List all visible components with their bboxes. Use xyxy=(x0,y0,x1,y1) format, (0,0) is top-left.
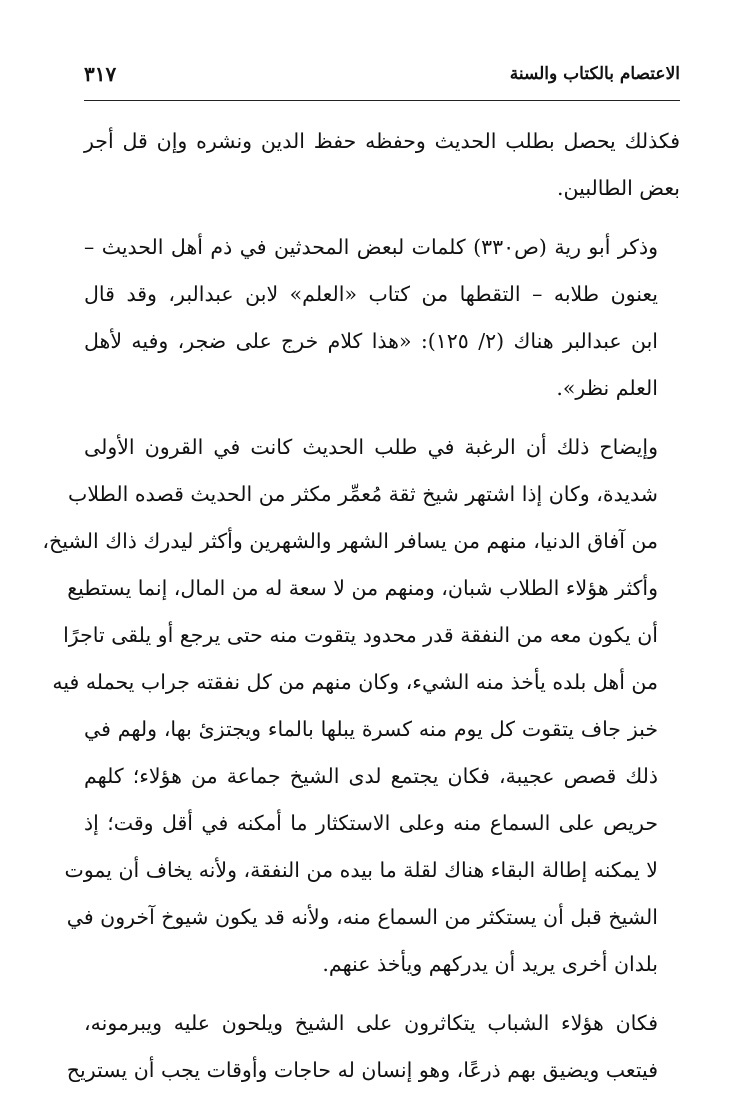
paragraph xyxy=(66,1000,680,1094)
text-line: خبز جاف يتقوت كل يوم منه كسرة يبلها بالماء ويجتزئ بها، ولهم في xyxy=(84,717,658,741)
text-line: فيتعب ويضيق بهم ذرعًا، وهو إنسان له حاجات وأوقات يجب أن يستريح xyxy=(66,1058,658,1082)
page-number: ٣١٧ xyxy=(84,62,117,86)
text-line: الشيخ قبل أن يستكثر من السماع منه، ولأنه قد يكون شيوخ آخرون في xyxy=(66,905,658,929)
running-title: الاعتصام بالكتاب والسنة xyxy=(509,64,680,84)
text-line: يعنون طلابه – التقطها من كتاب «العلم» لابن عبدالبر، وقد قال xyxy=(84,282,658,306)
text-line: من أهل بلده يأخذ منه الشيء، وكان منهم من كل نفقته جراب يحمله فيه xyxy=(52,670,658,694)
text-line: ابن عبدالبر هناك (٢/ ١٢٥): «هذا كلام خرج على ضجر، وفيه لأهل xyxy=(84,329,658,353)
text-line: وإيضاح ذلك أن الرغبة في طلب الحديث كانت في القرون الأولى xyxy=(84,435,658,459)
text-line: فكان هؤلاء الشباب يتكاثرون على الشيخ ويلحون عليه ويبرمونه، xyxy=(84,1011,658,1035)
text-line: حريص على السماع منه وعلى الاستكثار ما أمكنه في أقل وقت؛ إذ xyxy=(84,811,658,835)
text-line: شديدة، وكان إذا اشتهر شيخ ثقة مُعمِّر مكثر من الحديث قصده الطلاب xyxy=(68,482,658,506)
header-rule xyxy=(84,100,680,101)
text-line: وذكر أبو رية (ص٣٣٠) كلمات لبعض المحدثين في ذم أهل الحديث – xyxy=(84,235,658,259)
text-line: لا يمكنه إطالة البقاء هناك لقلة ما بيده من النفقة، ولأنه يخاف أن يموت xyxy=(64,858,658,882)
text-line: بلدان أخرى يريد أن يدركهم ويأخذ عنهم. xyxy=(322,952,658,976)
paragraph xyxy=(42,424,680,988)
page-header xyxy=(84,60,680,92)
text-line: العلم نظر». xyxy=(556,376,658,400)
text-line: من آفاق الدنيا، منهم من يسافر الشهر والشهرين وأكثر ليدرك ذاك الشيخ، xyxy=(42,529,658,553)
body-text xyxy=(42,118,680,1106)
text-line: أن يكون معه من النفقة قدر محدود يتقوت منه حتى يرجع أو يلقى تاجرًا xyxy=(63,623,658,647)
text-line: وأكثر هؤلاء الطلاب شبان، ومنهم من لا سعة له من المال، إنما يستطيع xyxy=(67,576,658,600)
text-line: ذلك قصص عجيبة، فكان يجتمع لدى الشيخ جماعة من هؤلاء؛ كلهم xyxy=(84,764,658,788)
paragraph xyxy=(84,224,680,412)
text-line: بعض الطالبين. xyxy=(557,176,680,200)
text-line: فكذلك يحصل بطلب الحديث وحفظه حفظ الدين ونشره وإن قل أجر xyxy=(84,129,680,153)
paragraph xyxy=(84,118,680,212)
